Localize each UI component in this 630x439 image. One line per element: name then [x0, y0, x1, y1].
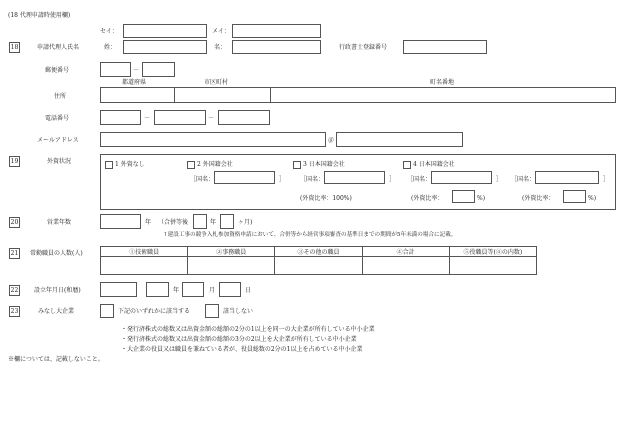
city-label: 市区町村: [204, 79, 229, 86]
col-header-officers: ⑤役職員等(④の内数): [449, 247, 536, 257]
staff-count-label: 常勤職員の人数(人): [30, 250, 83, 257]
phone-input-1[interactable]: [100, 110, 141, 125]
postal-code-input-2[interactable]: [142, 62, 175, 77]
condition-1: ・発行済株式の総数又は出資金額の総額の2分の1以上を同一の大企業が所有している中小企業: [121, 326, 375, 333]
founding-date-label: 設立年月日(和暦): [34, 287, 81, 294]
country-input-4a[interactable]: [431, 171, 492, 184]
country-label-2: ［国名：: [190, 176, 215, 183]
option-japanese-company-3: 3 日本国籍会社: [303, 161, 345, 168]
condition-3: ・大企業の役員又は職員を兼ねている者が、役員総数の2分の1以上を占めている中小企業: [121, 346, 363, 353]
town-label: 町名番地: [430, 79, 455, 86]
checkbox-no-foreign-capital[interactable]: [105, 161, 113, 169]
bracket-2: ］: [279, 176, 286, 183]
kana-mei-input[interactable]: [232, 24, 321, 38]
total-staff-input[interactable]: [362, 257, 449, 275]
country-label-4b: ［国名：: [511, 176, 536, 183]
month-label: ヶ月): [238, 219, 253, 226]
section-number-19: 19: [10, 158, 19, 165]
phone-label: 電話番号: [45, 115, 70, 122]
surname-input[interactable]: [123, 40, 207, 54]
deemed-large-label: みなし大企業: [38, 308, 75, 315]
business-years-label: 営業年数: [47, 219, 72, 226]
phone-input-2[interactable]: [154, 110, 206, 125]
year-input[interactable]: [146, 282, 169, 297]
deemed-large-no-checkbox[interactable]: [205, 304, 219, 318]
pct-4a: %): [477, 195, 486, 202]
month-input[interactable]: [182, 282, 204, 297]
officers-input[interactable]: [449, 257, 536, 275]
era-input[interactable]: [100, 282, 137, 297]
given-name-label: 名：: [214, 44, 227, 51]
business-years-input[interactable]: [100, 214, 141, 229]
deemed-large-yes-checkbox[interactable]: [100, 304, 114, 318]
merge-note: ↑建設工事の競争入札参加資格申請において、合併等から経営事項審査の基準日までの期間が5年未満の場合に記載。: [163, 232, 457, 238]
col-header-other: ③その他の職員: [275, 247, 362, 257]
ratio-input-4b[interactable]: [563, 190, 586, 203]
bracket-3: ］: [389, 176, 396, 183]
merge-label: （合併等後: [158, 219, 189, 226]
merge-nen-label: 年: [210, 219, 217, 226]
merge-years-input[interactable]: [193, 214, 207, 229]
phone-input-3[interactable]: [218, 110, 270, 125]
city-input[interactable]: [174, 87, 271, 103]
col-header-clerical: ②事務職員: [188, 247, 275, 257]
col-header-total: ④合計: [362, 247, 449, 257]
email-label: メールアドレス: [37, 137, 79, 144]
surname-label: 姓：: [104, 44, 117, 51]
footer-note: ※欄については、記載しないこと。: [8, 356, 104, 363]
kana-sei-label: セイ：: [100, 28, 118, 35]
ratio-label-4b: (外資比率：: [522, 195, 555, 202]
country-input-4b[interactable]: [535, 171, 599, 184]
day-label: 日: [245, 287, 252, 294]
country-input-2[interactable]: [214, 171, 275, 184]
section-number-22: 22: [10, 287, 19, 294]
section-number-18: 18: [10, 44, 19, 51]
section-number-21: 21: [10, 250, 19, 257]
prefecture-input[interactable]: [100, 87, 175, 103]
kana-mei-label: メイ：: [212, 28, 230, 35]
section-number-23: 23: [10, 308, 19, 315]
country-label-3: ［国名：: [300, 176, 325, 183]
option-japanese-company-4: 4 日本国籍会社: [413, 161, 455, 168]
checkbox-japanese-company-3[interactable]: [293, 161, 301, 169]
ratio-input-4a[interactable]: [452, 190, 475, 203]
year-label: 年: [173, 287, 180, 294]
bracket-4a: ］: [496, 176, 503, 183]
postal-dash: －: [133, 67, 140, 74]
deemed-large-yes-label: 下記のいずれかに該当する: [118, 308, 191, 315]
section-number-20: 20: [10, 219, 19, 226]
country-input-3[interactable]: [324, 171, 385, 184]
foreign-capital-label: 外資状況: [47, 158, 72, 165]
kana-sei-input[interactable]: [123, 24, 207, 38]
col-header-technical: ①技術職員: [101, 247, 188, 257]
month-label-22: 月: [209, 287, 216, 294]
postal-code-input-1[interactable]: [100, 62, 131, 77]
checkbox-japanese-company-4[interactable]: [403, 161, 411, 169]
gyosei-number-input[interactable]: [403, 40, 487, 54]
address-label: 住所: [54, 93, 67, 100]
town-address-input[interactable]: [270, 87, 616, 103]
email-domain-input[interactable]: [336, 132, 463, 147]
clerical-staff-input[interactable]: [188, 257, 275, 275]
option-no-foreign-capital: 1 外資なし: [115, 161, 145, 168]
nen-label: 年: [145, 219, 152, 226]
ratio-label-4a: (外資比率：: [411, 195, 444, 202]
other-staff-input[interactable]: [275, 257, 362, 275]
bracket-4b: ］: [603, 176, 610, 183]
deemed-large-no-label: 該当しない: [223, 308, 254, 315]
given-name-input[interactable]: [232, 40, 321, 54]
merge-months-input[interactable]: [220, 214, 234, 229]
condition-2: ・発行済株式の総数又は出資金額の総額の3分の2以上を大企業が所有している中小企業: [121, 336, 357, 343]
day-input[interactable]: [219, 282, 241, 297]
phone-dash-2: －: [208, 115, 215, 122]
email-at-sign: ＠: [328, 137, 335, 144]
ratio-100-label: (外資比率：100%): [300, 195, 352, 202]
section-18-note: (18 代理申請時使用欄): [8, 12, 71, 19]
prefecture-label: 都道府県: [122, 79, 147, 86]
email-local-input[interactable]: [100, 132, 326, 147]
country-label-4a: ［国名：: [407, 176, 432, 183]
agent-name-label: 申請代理人氏名: [37, 44, 80, 51]
gyosei-label: 行政書士登録番号: [339, 44, 388, 51]
phone-dash-1: －: [144, 115, 151, 122]
checkbox-foreign-company[interactable]: [187, 161, 195, 169]
option-foreign-company: 2 外国籍会社: [197, 161, 233, 168]
pct-4b: %): [588, 195, 597, 202]
technical-staff-input[interactable]: [101, 257, 188, 275]
postal-label: 郵便番号: [45, 67, 70, 74]
staff-count-table: [100, 246, 537, 275]
